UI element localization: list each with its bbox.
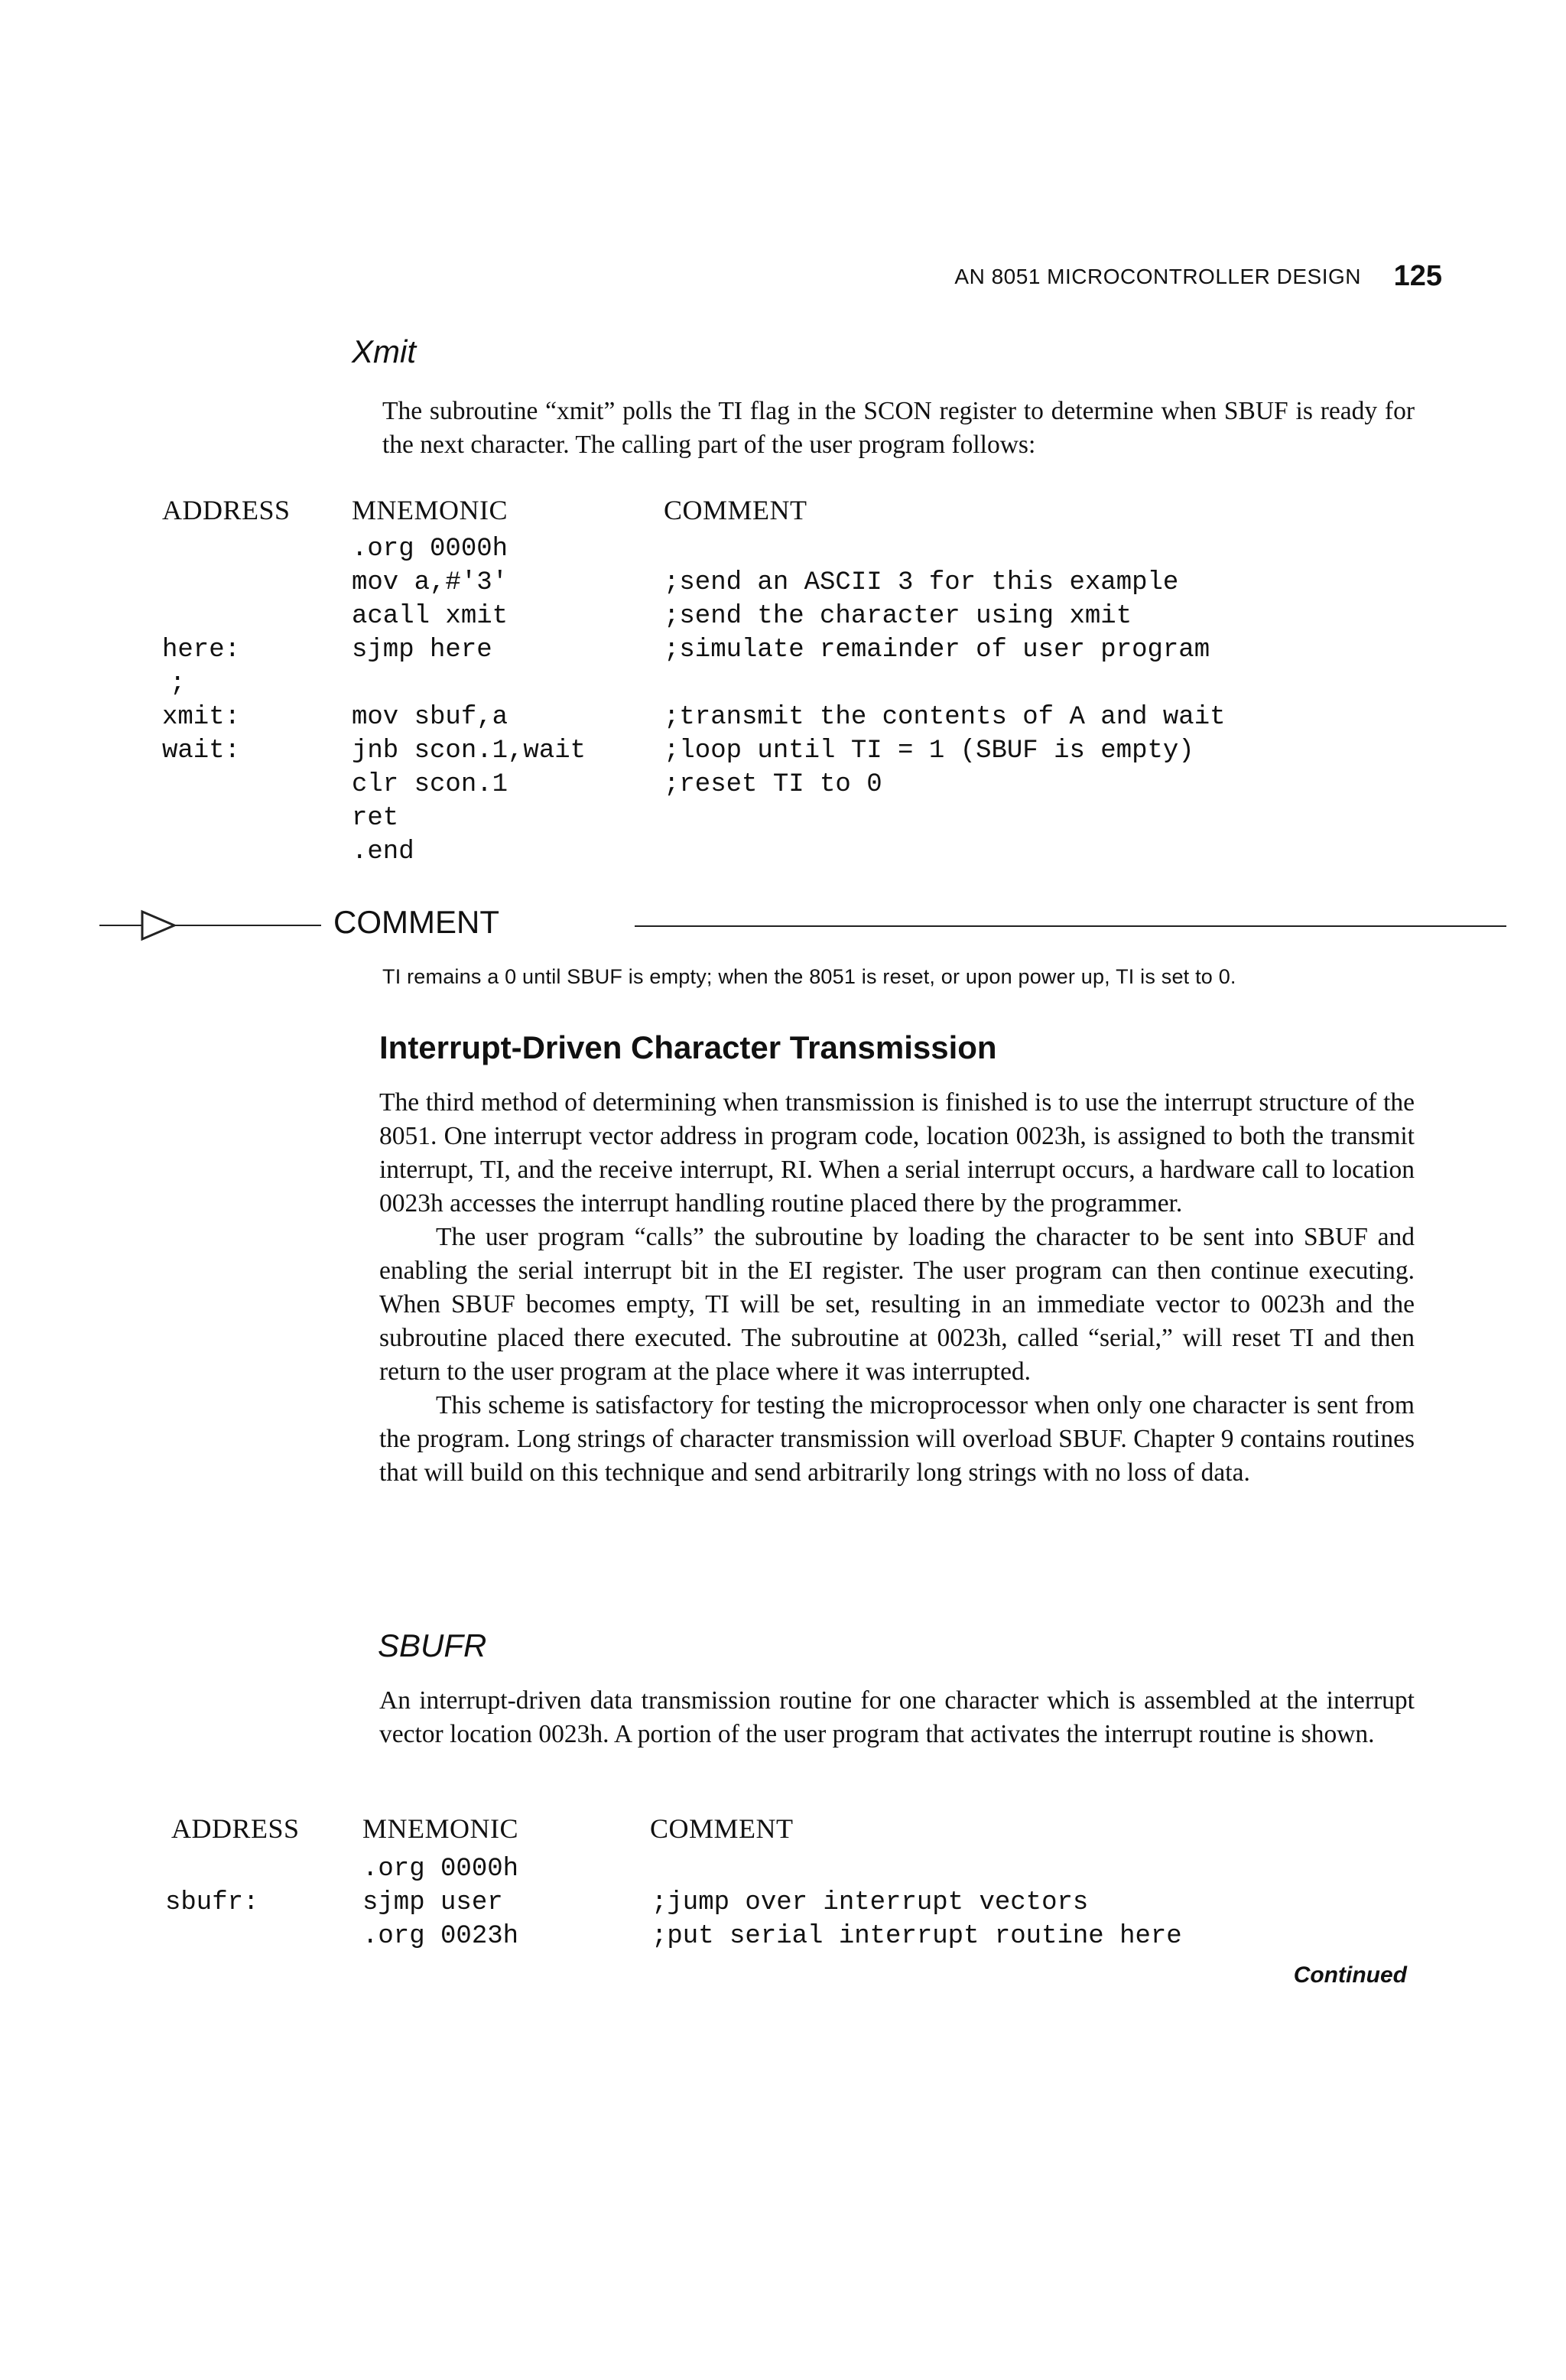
code-comment: ;send an ASCII 3 for this example	[664, 568, 1179, 597]
code-mnemonic: mov sbuf,a	[352, 703, 508, 732]
xmit-heading: Xmit	[352, 333, 416, 369]
code-address: wait:	[162, 736, 241, 766]
code-mnemonic: clr scon.1	[352, 770, 508, 799]
code-address: xmit:	[162, 703, 241, 732]
code-mnemonic: .end	[352, 837, 414, 866]
code-comment: ;send the character using xmit	[664, 602, 1132, 631]
continued-label: Continued	[1293, 1962, 1407, 1988]
body-paragraph: This scheme is satisfactory for testing the microprocessor when only one character is sent from the program. Long strings of character transmission will overload SBUF. Chapter 9 contains routines that will build on this technique and send arbitrarily long strings with no loss of data.	[379, 1391, 1415, 1487]
code-mnemonic: mov a,#'3'	[352, 568, 508, 597]
code-comment: ;reset TI to 0	[664, 770, 882, 799]
code-address: sbufr:	[165, 1888, 259, 1917]
column-header-comment: COMMENT	[664, 495, 807, 525]
code-comment: ;transmit the contents of A and wait	[664, 703, 1226, 732]
code-mnemonic: sjmp user	[362, 1888, 503, 1917]
column-header-mnemonic: MNEMONIC	[352, 495, 508, 525]
code-mnemonic: acall xmit	[352, 602, 508, 631]
interrupt-section-body	[379, 1086, 1415, 1490]
running-title: AN 8051 MICROCONTROLLER DESIGN	[954, 265, 1361, 288]
code-mnemonic: sjmp here	[352, 636, 492, 665]
body-paragraph: The third method of determining when transmission is finished is to use the interrupt structure of the 8051. One interrupt vector address in program code, location 0023h, is assigned to both the transmit interrupt, TI, and the receive interrupt, RI. When a serial interrupt occurs, a hardware call to location 0023h accesses the interrupt handling routine placed there by the programmer.	[379, 1088, 1415, 1218]
comment-arrow-icon	[99, 902, 329, 948]
body-paragraph: The user program “calls” the subroutine by loading the character to be sent into SBUF and enabling the serial interrupt bit in the EI register. The user program can then continue executing. When SBUF becomes empty, TI will be set, resulting in an immediate vector to 0023h and the subroutine placed there executed. The subroutine at 0023h, called “serial,” will reset TI and then return to the user program at the place where it was interrupted.	[379, 1223, 1415, 1386]
page-number: 125	[1393, 260, 1442, 292]
code-comment: ;jump over interrupt vectors	[651, 1888, 1089, 1917]
column-header-address: ADDRESS	[162, 495, 291, 525]
code-comment: ;put serial interrupt routine here	[651, 1922, 1182, 1951]
code-comment: ;simulate remainder of user program	[664, 636, 1210, 665]
interrupt-section-heading: Interrupt-Driven Character Transmission	[379, 1029, 997, 1065]
code-mnemonic: .org 0000h	[352, 535, 508, 564]
xmit-intro: The subroutine “xmit” polls the TI flag in the SCON register to determine when SBUF is ready for the next character. The calling part of the user program follows:	[382, 397, 1415, 459]
code-comment: ;loop until TI = 1 (SBUF is empty)	[664, 736, 1194, 766]
code-mnemonic: .org 0000h	[362, 1855, 519, 1884]
code-mnemonic: jnb scon.1,wait	[352, 736, 586, 766]
column-header-comment: COMMENT	[650, 1813, 794, 1844]
code-address: here:	[162, 636, 241, 665]
code-mnemonic: .org 0023h	[362, 1922, 519, 1951]
sbufr-heading: SBUFR	[378, 1627, 487, 1663]
column-header-address: ADDRESS	[171, 1813, 300, 1844]
comment-label: COMMENT	[321, 904, 512, 941]
comment-box	[99, 902, 1407, 948]
column-header-mnemonic: MNEMONIC	[362, 1813, 519, 1844]
comment-text: TI remains a 0 until SBUF is empty; when the 8051 is reset, or upon power up, TI is set to 0.	[382, 965, 1236, 988]
code-mnemonic: ret	[352, 804, 399, 833]
comment-rule	[635, 925, 1506, 927]
sbufr-intro: An interrupt-driven data transmission routine for one character which is assembled at the interrupt vector location 0023h. A portion of the user program that activates the interrupt routine is shown.	[379, 1686, 1415, 1748]
code-address: ;	[170, 669, 186, 698]
